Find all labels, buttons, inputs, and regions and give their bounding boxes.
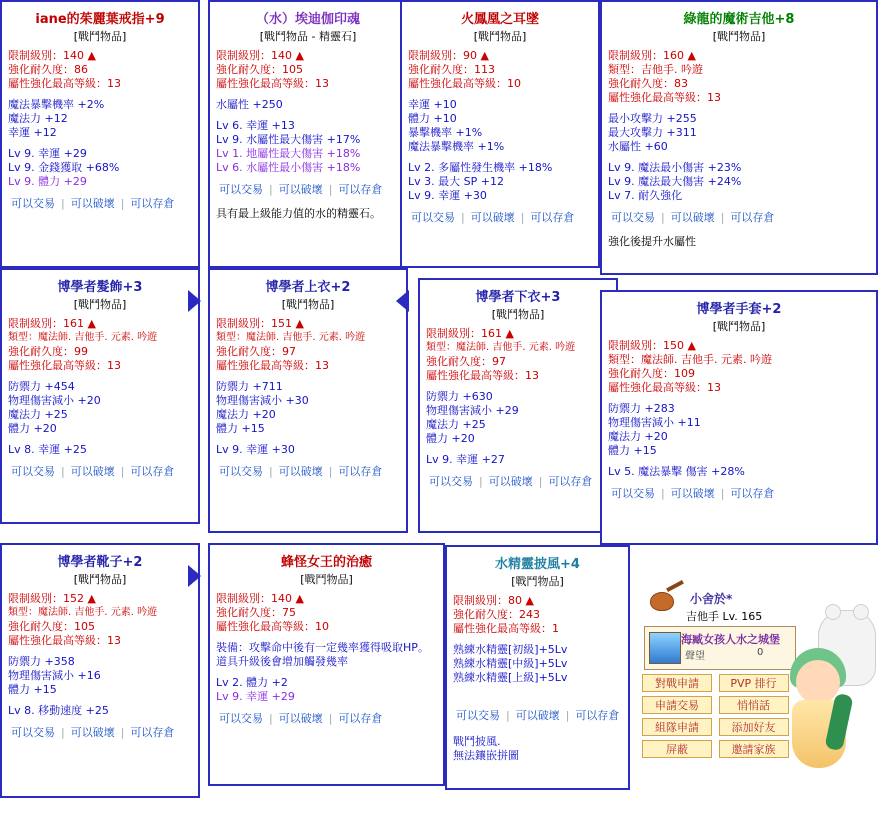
item-stat: 類型：吉他手. 吟遊: [608, 63, 703, 76]
item-title: 蜂怪女王的治癒: [280, 555, 372, 570]
item-stat: 熟練水精靈[中級]+5Lv: [453, 657, 568, 670]
trade-label: 可以交易: [611, 487, 655, 500]
item-stat: 強化耐久度：105: [216, 63, 303, 76]
item-stat: 防禦力 +283: [608, 402, 675, 415]
avatar-head: [796, 660, 840, 704]
store-label: 可以存倉: [730, 487, 775, 500]
item-stat: 魔法暴擊機率 +2%: [8, 98, 105, 111]
guild-fame-value: 0: [757, 647, 764, 658]
item-title: iane的茱麗葉戒指+9: [35, 12, 165, 27]
item-stat: 限制級別：140 ▲: [216, 592, 304, 605]
item-subtitle: [戰鬥物品]: [73, 573, 127, 586]
trade-label: 可以交易: [11, 465, 55, 478]
store-label: 可以存倉: [130, 726, 175, 739]
item-description: 具有最上級能力值的水的精靈石。: [216, 207, 381, 220]
item-option: Lv 1. 地屬性最大傷害 +18%: [216, 147, 361, 160]
item-tooltip-3: [400, 0, 600, 268]
character-panel: [630, 578, 878, 810]
item-stat: 物理傷害減小 +16: [8, 669, 101, 682]
item-tooltip-6: [208, 268, 408, 533]
trade-request-button[interactable]: 申請交易: [642, 696, 712, 714]
item-stat: 熟練水精靈[初級]+5Lv: [453, 643, 568, 656]
item-tooltip-1: [0, 0, 200, 268]
trade-label: 可以交易: [219, 183, 263, 196]
item-stat: 屬性強化最高等級：13: [216, 77, 329, 90]
item-stat: 物理傷害減小 +30: [216, 394, 309, 407]
item-stat: 暴擊機率 +1%: [408, 126, 483, 139]
item-stat: 水屬性 +250: [216, 98, 283, 111]
store-label: 可以存倉: [338, 183, 383, 196]
item-stat: 魔法力 +12: [8, 112, 68, 125]
item-title: 綠龍的魔術吉他+8: [683, 12, 795, 27]
item-stat: 強化耐久度：86: [8, 63, 88, 76]
item-stat: 物理傷害減小 +11: [608, 416, 701, 429]
store-label: 可以存倉: [575, 709, 620, 722]
item-option: Lv 8. 移動速度 +25: [8, 704, 109, 717]
item-footer: 可以交易 | 可以破壞 | 可以存倉: [426, 473, 610, 489]
item-stat: 限制級別：151 ▲: [216, 317, 304, 330]
item-stat: 強化耐久度：75: [216, 606, 296, 619]
store-label: 可以存倉: [548, 475, 593, 488]
item-stat: 體力 +15: [216, 422, 265, 435]
item-footer: 可以交易 | 可以破壞 | 可以存倉: [216, 463, 400, 479]
item-option: Lv 7. 耐久強化: [608, 189, 683, 202]
item-stat: 類型：魔法師. 吉他手. 元素. 吟遊: [608, 353, 772, 366]
block-button[interactable]: 屏蔽: [642, 740, 712, 758]
item-stat: 防禦力 +358: [8, 655, 75, 668]
action-buttons: [642, 674, 802, 762]
item-option: Lv 9. 幸運 +30: [216, 443, 295, 456]
item-subtitle: [戰鬥物品]: [300, 573, 353, 586]
item-option: Lv 3. 最大 SP +12: [408, 175, 504, 188]
item-stat: 限制級別：152 ▲: [8, 592, 96, 605]
item-stat: 最大攻擊力 +311: [608, 126, 697, 139]
trade-label: 可以交易: [11, 197, 55, 210]
guild-name: 海臧女孩人水之城堡: [681, 633, 780, 646]
trade-label: 可以交易: [456, 709, 500, 722]
item-stat: 強化耐久度：105: [8, 620, 95, 633]
destroy-label: 可以破壞: [278, 465, 323, 478]
item-stat: 體力 +10: [408, 112, 457, 125]
item-tooltip-8: [600, 290, 878, 545]
item-title: 博學者髮飾+3: [57, 280, 143, 295]
item-title: 火鳳凰之耳墜: [460, 12, 539, 27]
item-option: Lv 9. 幸運 +27: [426, 453, 505, 466]
item-stat: 體力 +20: [426, 432, 475, 445]
item-stat: 屬性強化最高等級：10: [408, 77, 521, 90]
item-option: Lv 6. 幸運 +13: [216, 119, 295, 132]
item-effect: 裝備：攻擊命中後有一定幾率獲得吸取HP。: [216, 641, 429, 654]
item-subtitle: [戰鬥物品]: [712, 320, 766, 333]
item-title: （水）埃迪伽印魂: [255, 12, 360, 27]
character-avatar: [792, 608, 878, 768]
item-stat: 防禦力 +630: [426, 390, 493, 403]
destroy-label: 可以破壞: [278, 712, 323, 725]
item-stat: 體力 +15: [608, 444, 657, 457]
item-tooltip-4: [600, 0, 878, 275]
item-option: Lv 2. 體力 +2: [216, 676, 288, 689]
item-footer: 可以交易 | 可以破壞 | 可以存倉: [453, 707, 622, 723]
store-label: 可以存倉: [730, 211, 775, 224]
item-stat: 魔法力 +20: [216, 408, 276, 421]
item-title: 博學者下衣+3: [475, 290, 561, 305]
party-request-button[interactable]: 組隊申請: [642, 718, 712, 736]
item-stat: 幸運 +12: [8, 126, 57, 139]
destroy-label: 可以破壞: [670, 211, 715, 224]
destroy-label: 可以破壞: [70, 465, 115, 478]
item-footer: 可以交易 | 可以破壞 | 可以存倉: [216, 181, 400, 197]
destroy-label: 可以破壞: [488, 475, 533, 488]
store-label: 可以存倉: [130, 465, 175, 478]
item-stat: 體力 +15: [8, 683, 57, 696]
item-stat: 類型：魔法師. 吉他手. 元素. 吟遊: [216, 332, 366, 343]
item-subtitle: [戰鬥物品]: [73, 298, 127, 311]
item-description: 無法鑲嵌拼圖: [453, 749, 519, 762]
item-footer: 可以交易 | 可以破壞 | 可以存倉: [608, 485, 870, 501]
item-stat: 強化耐久度：97: [216, 345, 296, 358]
item-subtitle: [戰鬥物品 - 精靈石]: [259, 30, 357, 43]
item-stat: 幸運 +10: [408, 98, 457, 111]
item-option: Lv 2. 多屬性發生機率 +18%: [408, 161, 553, 174]
item-tooltip-2: [208, 0, 408, 268]
item-option: Lv 5. 魔法暴擊 傷害 +28%: [608, 465, 745, 478]
item-stat: 強化耐久度：99: [8, 345, 88, 358]
pvp-rank-button[interactable]: PVP 排行: [719, 674, 789, 692]
item-option: Lv 6. 水屬性最小傷害 +18%: [216, 161, 361, 174]
pointer-arrow: [188, 565, 201, 587]
item-tooltip-7: [418, 278, 618, 533]
item-stat: 防禦力 +454: [8, 380, 75, 393]
item-description: 強化後提升水屬性: [608, 235, 696, 248]
item-footer: 可以交易 | 可以破壞 | 可以存倉: [8, 463, 192, 479]
pointer-arrow: [396, 290, 409, 312]
item-footer: 可以交易 | 可以破壞 | 可以存倉: [408, 209, 592, 225]
item-subtitle: [戰鬥物品]: [511, 575, 564, 588]
lute-icon: [650, 584, 684, 610]
trade-label: 可以交易: [411, 211, 455, 224]
item-title: 博學者上衣+2: [265, 280, 351, 295]
item-stat: 物理傷害減小 +29: [426, 404, 519, 417]
item-stat: 限制級別：80 ▲: [453, 594, 534, 607]
item-description: 戰鬥披風.: [453, 735, 501, 748]
item-tooltip-10: [208, 543, 445, 786]
trade-label: 可以交易: [611, 211, 655, 224]
destroy-label: 可以破壞: [278, 183, 323, 196]
item-subtitle: [戰鬥物品]: [712, 30, 766, 43]
item-stat: 強化耐久度：243: [453, 608, 540, 621]
guild-emblem-icon: [649, 632, 681, 664]
item-option: Lv 9. 金錢獲取 +68%: [8, 161, 120, 174]
trade-label: 可以交易: [11, 726, 55, 739]
item-stat: 魔法暴擊機率 +1%: [408, 140, 505, 153]
trade-label: 可以交易: [219, 465, 263, 478]
item-stat: 強化耐久度：97: [426, 355, 506, 368]
item-subtitle: [戰鬥物品]: [473, 30, 527, 43]
item-option: Lv 9. 體力 +29: [8, 175, 87, 188]
item-option: Lv 9. 幸運 +30: [408, 189, 487, 202]
item-stat: 限制級別：160 ▲: [608, 49, 696, 62]
item-stat: 魔法力 +25: [8, 408, 68, 421]
pointer-arrow: [188, 290, 201, 312]
item-subtitle: [戰鬥物品]: [73, 30, 127, 43]
item-subtitle: [戰鬥物品]: [281, 298, 335, 311]
trade-label: 可以交易: [219, 712, 263, 725]
item-option: Lv 9. 幸運 +29: [216, 690, 295, 703]
item-option: Lv 9. 魔法最小傷害 +23%: [608, 161, 742, 174]
item-stat: 強化耐久度：113: [408, 63, 495, 76]
item-tooltip-5: [0, 268, 200, 524]
invite-guild-button[interactable]: 邀請家族: [719, 740, 789, 758]
item-option: Lv 8. 幸運 +25: [8, 443, 87, 456]
item-footer: 可以交易 | 可以破壞 | 可以存倉: [8, 724, 192, 740]
item-subtitle: [戰鬥物品]: [491, 308, 545, 321]
guild-box: [644, 626, 796, 670]
item-stat: 屬性強化最高等級：13: [8, 634, 121, 647]
item-stat: 熟練水精靈[上級]+5Lv: [453, 671, 568, 684]
item-stat: 水屬性 +60: [608, 140, 668, 153]
item-stat: 魔法力 +25: [426, 418, 486, 431]
item-stat: 屬性強化最高等級：13: [216, 359, 329, 372]
item-stat: 體力 +20: [8, 422, 57, 435]
item-stat: 限制級別：90 ▲: [408, 49, 489, 62]
item-stat: 物理傷害減小 +20: [8, 394, 101, 407]
item-option: Lv 9. 幸運 +29: [8, 147, 87, 160]
item-stat: 類型：魔法師. 吉他手. 元素. 吟遊: [8, 607, 158, 618]
store-label: 可以存倉: [530, 211, 575, 224]
whisper-button[interactable]: 悄悄話: [719, 696, 789, 714]
item-stat: 屬性強化最高等級：13: [426, 369, 539, 382]
item-stat: 限制級別：161 ▲: [426, 327, 514, 340]
character-name: 小舍於*: [690, 592, 733, 606]
item-stat: 限制級別：140 ▲: [216, 49, 304, 62]
item-stat: 強化耐久度：109: [608, 367, 695, 380]
item-stat: 類型：魔法師. 吉他手. 元素. 吟遊: [426, 342, 576, 353]
store-label: 可以存倉: [338, 712, 383, 725]
destroy-label: 可以破壞: [70, 726, 115, 739]
store-label: 可以存倉: [338, 465, 383, 478]
item-stat: 屬性強化最高等級：13: [608, 91, 721, 104]
item-stat: 限制級別：140 ▲: [8, 49, 96, 62]
duel-request-button[interactable]: 對戰申請: [642, 674, 712, 692]
item-tooltip-9: [0, 543, 200, 798]
item-title: 博學者手套+2: [696, 302, 782, 317]
destroy-label: 可以破壞: [670, 487, 715, 500]
item-effect: 道具升級後會增加觸發幾率: [216, 655, 348, 668]
destroy-label: 可以破壞: [70, 197, 115, 210]
item-stat: 類型：魔法師. 吉他手. 元素. 吟遊: [8, 332, 158, 343]
item-footer: 可以交易 | 可以破壞 | 可以存倉: [608, 209, 870, 225]
trade-label: 可以交易: [429, 475, 473, 488]
item-stat: 防禦力 +711: [216, 380, 283, 393]
item-stat: 強化耐久度：83: [608, 77, 688, 90]
destroy-label: 可以破壞: [470, 211, 515, 224]
item-tooltip-11: [445, 545, 630, 790]
item-option: Lv 9. 水屬性最大傷害 +17%: [216, 133, 361, 146]
guild-fame-label: 聲望: [685, 651, 705, 662]
item-stat: 屬性強化最高等級：1: [453, 622, 559, 635]
item-stat: 限制級別：150 ▲: [608, 339, 696, 352]
character-job-level: 吉他手 Lv. 165: [686, 610, 763, 623]
item-stat: 魔法力 +20: [608, 430, 668, 443]
item-title: 博學者靴子+2: [57, 555, 143, 570]
item-stat: 屬性強化最高等級：13: [8, 77, 121, 90]
item-stat: 限制級別：161 ▲: [8, 317, 96, 330]
item-stat: 最小攻擊力 +255: [608, 112, 697, 125]
item-footer: 可以交易 | 可以破壞 | 可以存倉: [216, 710, 437, 726]
add-friend-button[interactable]: 添加好友: [719, 718, 789, 736]
destroy-label: 可以破壞: [515, 709, 560, 722]
item-option: Lv 9. 魔法最大傷害 +24%: [608, 175, 742, 188]
item-stat: 屬性強化最高等級：13: [608, 381, 721, 394]
item-title: 水精靈披風+4: [495, 557, 580, 572]
item-stat: 屬性強化最高等級：13: [8, 359, 121, 372]
item-footer: 可以交易 | 可以破壞 | 可以存倉: [8, 195, 192, 211]
item-stat: 屬性強化最高等級：10: [216, 620, 329, 633]
store-label: 可以存倉: [130, 197, 175, 210]
